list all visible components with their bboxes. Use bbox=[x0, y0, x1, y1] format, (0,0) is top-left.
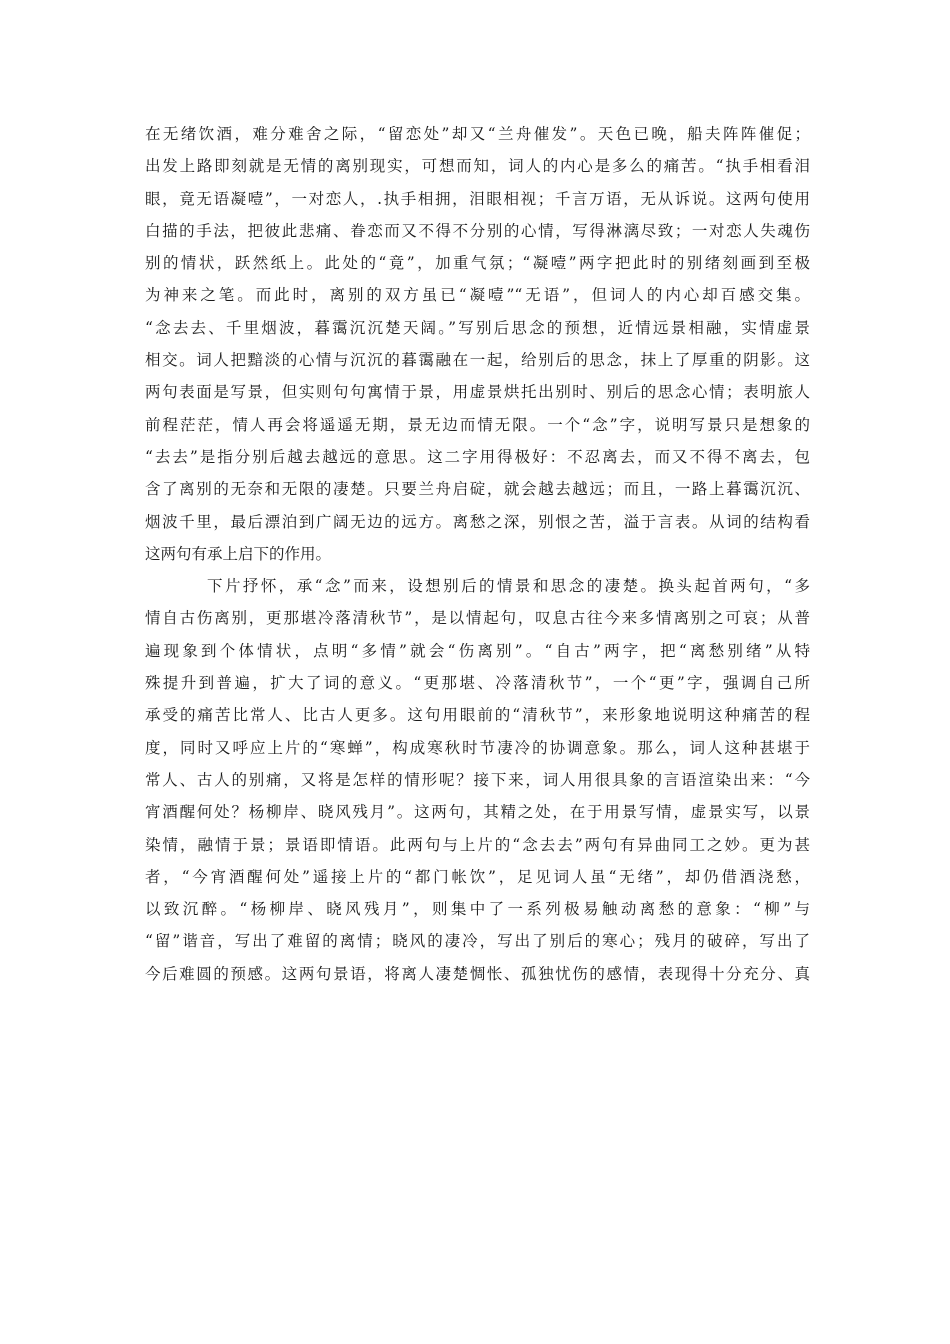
text-line: 两句表面是写景，但实则句句寓情于景，用虚景烘托出别时、别后的思念心情；表明旅人 bbox=[145, 383, 810, 402]
text-line: 宵酒醒何处？杨柳岸、晓风残月”。这两句，其精之处，在于用景写情，虚景实写，以景 bbox=[145, 803, 810, 822]
text-line: “去去”是指分别后越去越远的意思。这二字用得极好：不忍离去，而又不得不离去，包 bbox=[145, 447, 810, 466]
text-line: 在无绪饮酒，难分难舍之际，“留恋处”却又“兰舟催发”。天色已晚，船夫阵阵催促； bbox=[145, 125, 810, 143]
text-line: 前程茫茫，情人再会将遥遥无期，景无边而情无限。一个“念”字，说明写景只是想象的 bbox=[145, 415, 810, 434]
body-text bbox=[145, 118, 810, 990]
text-line: 承受的痛苦比常人、比古人更多。这句用眼前的“清秋节”，来形象地说明这种痛苦的程 bbox=[145, 706, 810, 725]
text-line: 染情，融情于景；景语即情语。此两句与上片的“念去去”两句有异曲同工之妙。更为甚 bbox=[145, 835, 810, 854]
text-line: 别的情状，跃然纸上。此处的“竟”，加重气氛；“凝噎”两字把此时的别绪刻画到至极 bbox=[145, 254, 810, 273]
text-line: 白描的手法，把彼此悲痛、眷恋而又不得不分别的心情，写得淋漓尽致；一对恋人失魂伤 bbox=[145, 221, 810, 240]
text-line: “念去去、千里烟波，暮霭沉沉楚天阔。”写别后思念的预想，近情远景相融，实情虚景 bbox=[145, 318, 810, 337]
text-line: 出发上路即刻就是无情的离别现实，可想而知，词人的内心是多么的痛苦。“执手相看泪 bbox=[145, 157, 810, 176]
text-line: 情自古伤离别，更那堪冷落清秋节”，是以情起句，叹息古往今来多情离别之可哀；从普 bbox=[145, 609, 810, 628]
text-line: 遍现象到个体情状，点明“多情”就会“伤离别”。“自古”两字，把“离愁别绪”从特 bbox=[145, 641, 810, 660]
text-line: 殊提升到普遍，扩大了词的意义。“更那堪、冷落清秋节”，一个“更”字，强调自己所 bbox=[145, 674, 810, 693]
text-line: 烟波千里，最后漂泊到广阔无边的远方。离愁之深，别恨之苦，溢于言表。从词的结构看 bbox=[145, 512, 810, 531]
text-line: 为神来之笔。而此时，离别的双方虽已“凝噎”“无语”，但词人的内心却百感交集。 bbox=[145, 286, 810, 305]
paragraph-first-line: 下片抒怀，承“念”而来，设想别后的情景和思念的凄楚。换头起首两句，“多 bbox=[207, 577, 810, 596]
text-line: 眼，竟无语凝噎”，一对恋人，.执手相拥，泪眼相视；千言万语，无从诉说。这两句使用 bbox=[145, 189, 810, 208]
text-line: 度，同时又呼应上片的“寒蝉”，构成寒秋时节凄冷的协调意象。那么，词人这种甚堪于 bbox=[145, 738, 810, 757]
text-line: 相交。词人把黯淡的心情与沉沉的暮霭融在一起，给别后的思念，抹上了厚重的阴影。这 bbox=[145, 351, 810, 370]
text-line: 以致沉醉。“杨柳岸、晓风残月”，则集中了一系列极易触动离愁的意象：“柳”与 bbox=[145, 900, 810, 919]
text-line: 者，“今宵酒醒何处”遥接上片的“都门帐饮”，足见词人虽“无绪”，却仍借酒浇愁， bbox=[145, 867, 810, 886]
text-line: 常人、古人的别痛，又将是怎样的情形呢？接下来，词人用很具象的言语渲染出来：“今 bbox=[145, 770, 810, 789]
text-line: 这两句有承上启下的作用。 bbox=[145, 544, 332, 563]
text-line: 今后难圆的预感。这两句景语，将离人凄楚惆怅、孤独忧伤的感情，表现得十分充分、真 bbox=[145, 964, 810, 983]
text-line: “留”谐音，写出了难留的离情；晓风的凄冷，写出了别后的寒心；残月的破碎，写出了 bbox=[145, 932, 810, 951]
text-line: 含了离别的无奈和无限的凄楚。只要兰舟启碇，就会越去越远；而且，一路上暮霭沉沉、 bbox=[145, 480, 810, 499]
